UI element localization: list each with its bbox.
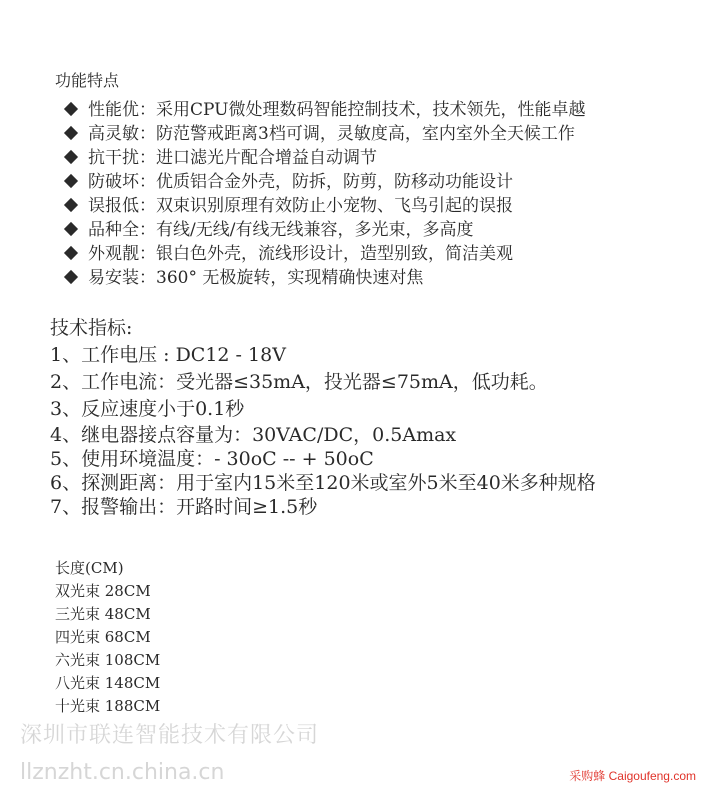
spec-item: 1、工作电压 : DC12 - 18V xyxy=(50,344,286,366)
length-item: 双光束 28CM xyxy=(55,582,151,600)
spec-item: 4、继电器接点容量为：30VAC/DC，0.5Amax xyxy=(50,424,457,446)
feature-item: 易安装：360° 无极旋转，实现精确快速对焦 xyxy=(66,263,423,288)
spec-item: 6、探测距离：用于室内15米至120米或室外5米至40米多种规格 xyxy=(50,472,596,494)
feature-item: 抗干扰：进口滤光片配合增益自动调节 xyxy=(66,143,377,168)
bullet-diamond-icon xyxy=(64,101,78,115)
feature-item: 高灵敏：防范警戒距离3档可调，灵敏度高，室内室外全天候工作 xyxy=(66,119,575,144)
bullet-diamond-icon xyxy=(64,125,78,139)
feature-item: 性能优：采用CPU微处理数码智能控制技术，技术领先，性能卓越 xyxy=(66,95,585,120)
feature-item: 防破坏：优质铝合金外壳，防拆，防剪，防移动功能设计 xyxy=(66,167,513,192)
feature-item: 误报低：双束识别原理有效防止小宠物、飞鸟引起的误报 xyxy=(66,191,513,216)
site-watermark: llznzht.cn.china.cn xyxy=(20,760,225,785)
spec-item: 7、报警输出：开路时间≥1.5秒 xyxy=(50,496,318,518)
spec-item: 2、工作电流：受光器≤35mA，投光器≤75mA，低功耗。 xyxy=(50,371,548,393)
bullet-diamond-icon xyxy=(64,245,78,259)
length-item: 十光束 188CM xyxy=(55,697,161,715)
bullet-diamond-icon xyxy=(64,269,78,283)
lengths-title: 长度(CM) xyxy=(55,559,124,577)
spec-item: 3、反应速度小于0.1秒 xyxy=(50,398,245,420)
feature-item: 品种全：有线/无线/有线无线兼容，多光束，多高度 xyxy=(66,215,473,240)
feature-item: 外观靓：银白色外壳，流线形设计，造型别致，简洁美观 xyxy=(66,239,513,264)
length-item: 三光束 48CM xyxy=(55,605,151,623)
brand-watermark: 采购蜂 Caigoufeng.com xyxy=(569,769,696,783)
bullet-diamond-icon xyxy=(64,149,78,163)
bullet-diamond-icon xyxy=(64,221,78,235)
length-item: 四光束 68CM xyxy=(55,628,151,646)
bullet-diamond-icon xyxy=(64,173,78,187)
length-item: 八光束 148CM xyxy=(55,674,161,692)
length-item: 六光束 108CM xyxy=(55,651,161,669)
bullet-diamond-icon xyxy=(64,197,78,211)
company-watermark: 深圳市联连智能技术有限公司 xyxy=(20,723,320,748)
specs-title: 技术指标: xyxy=(50,317,133,339)
features-title: 功能特点 xyxy=(55,71,120,90)
spec-item: 5、使用环境温度：- 30oC -- + 50oC xyxy=(50,448,374,470)
